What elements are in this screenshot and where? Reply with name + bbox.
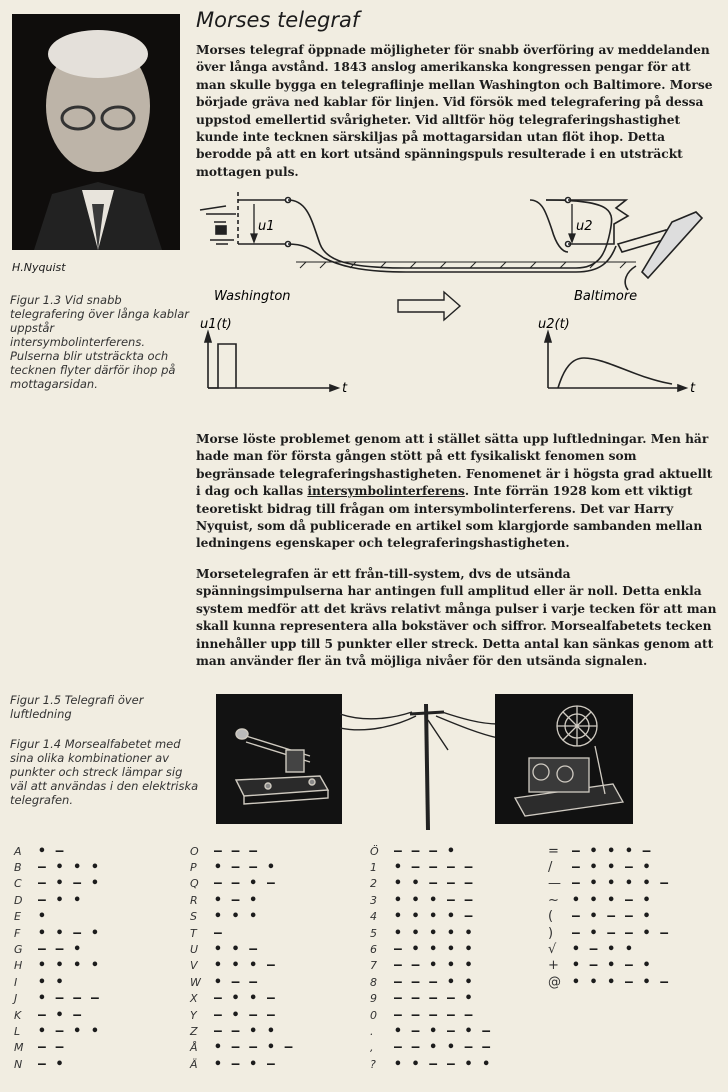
morse-code: — — • • — — [394,1040,492,1056]
morse-row [370,941,491,957]
u1-label: u1 [258,219,275,234]
figure-1-4-caption: Figur 1.4 Morsealfabetet med sina olika kombinationer av punkter och streck lämpar sig väl att användas i den elektriska telegrafen. [10,737,199,807]
morse-row [548,958,669,974]
morse-row [370,974,491,990]
morse-code: — • [38,1056,65,1072]
morse-character: Y [190,1008,197,1022]
telegraph-pole-illustration [340,694,498,830]
morse-row [14,1040,100,1056]
morse-code: — [214,925,223,941]
morse-row [14,859,100,875]
morse-code: • — — • — [214,1040,294,1056]
morse-code: • [38,909,47,925]
morse-character: 0 [370,1008,377,1022]
morse-code: • • • • • [394,925,474,941]
morse-row [14,909,100,925]
morse-row [190,1023,293,1039]
morse-code: — — • — [214,876,276,892]
morse-row [370,1023,491,1039]
morse-row [190,1040,293,1056]
morse-character: F [14,926,21,940]
morse-character: 2 [370,877,377,891]
morse-row [190,991,293,1007]
morse-code: • • • [214,909,259,925]
morse-code: • • • — • — [572,974,670,990]
morse-character: @ [548,974,561,990]
transmitter-key-icon [200,206,236,222]
morse-row [14,1056,100,1072]
morse-character: E [14,910,21,924]
morse-character: ? [370,1057,376,1071]
morse-character: U [190,943,199,957]
morse-code: — — — [214,843,259,859]
direction-arrow-icon [398,292,460,320]
morse-character: T [190,926,197,940]
morse-code: — — — • • [394,974,474,990]
morse-character: A [14,844,22,858]
morse-column-letters-2 [190,843,293,1072]
morse-character: J [14,992,18,1006]
morse-row [190,958,293,974]
morse-code: • — — — [38,991,100,1007]
paragraph-intersymbol-after: . Inte förrän 1928 kom ett viktigt teoretiskt bidrag till frågan om intersymbolinterferens. Det var Harry Nyquist, som då publicerade en artikel som klargjorde sambanden mellan ledningens egenskaper och telegraferingshastigheten. [196,484,703,551]
morse-code: • — [38,843,65,859]
morse-character: N [14,1057,23,1071]
morse-row [370,991,491,1007]
morse-row [14,1023,100,1039]
paragraph-intersymbol-before: Morse löste problemet genom att i stället sätta upp luftledningar. Men här hade man för första gången stött på ett fysikaliskt fenomen som begränsade telegraferingshastigheten. Fenomenet är i högsta grad aktuellt i dag och kallas [196,432,713,499]
morse-character: Q [190,877,199,891]
morse-row [370,876,491,892]
morse-row [370,909,491,925]
morse-code: • — • — [214,1056,276,1072]
morse-character: O [190,844,199,858]
morse-code: • • — — • • [394,1056,492,1072]
morse-character: W [190,975,201,989]
morse-column-letters-1 [14,843,100,1072]
morse-column-digits [370,843,491,1072]
morse-character: √ [548,942,557,958]
morse-character: K [14,1008,22,1022]
morse-character: ) [548,925,554,941]
u2-label: u2 [576,219,593,234]
morse-code: — • — — • — [572,925,670,941]
telegraph-pole [340,694,498,830]
morse-code: • — • — • [572,958,652,974]
morse-row [548,974,669,990]
morse-character: R [190,893,198,907]
morse-character: 1 [370,861,377,875]
morse-row [14,876,100,892]
baltimore-label: Baltimore [574,289,638,304]
morse-code: • — • [214,892,259,908]
morse-code: • • — — — [394,876,474,892]
morse-row [14,941,100,957]
morse-character: G [14,943,23,957]
washington-label: Washington [214,289,291,304]
morse-code: • — • — • — [394,1023,492,1039]
portrait-photo [12,14,180,250]
morse-character: X [190,992,198,1006]
morse-row [548,876,669,892]
morse-code: • • • • [38,958,100,974]
morse-character: B [14,861,22,875]
t-label-left: t [342,381,348,396]
morse-character: 4 [370,910,377,924]
morse-row [370,859,491,875]
morse-row [370,892,491,908]
t-label-right: t [690,381,696,396]
morse-code: • • — [214,942,259,958]
morse-code: — — • [38,942,83,958]
morse-row [548,909,669,925]
morse-row [190,909,293,925]
morse-row [190,892,293,908]
portrait-caption: H.Nyquist [12,261,66,274]
morse-code: — — — — — [394,1007,474,1023]
paragraph-intro: Morses telegraf öppnade möjligheter för snabb överföring av meddelanden över långa avstånd. 1843 anslog amerikanska kongressen pengar för att man skulle bygga en telegraflinje mellan Washington och Baltimore. Morse började gräva ned kablar för linjen. Vid försök med telegrafering på dessa uppstod emellertid svårigheter. Vid alltför hög telegraferingshastighet kunde inte tecknen särskiljas på mottagarsidan utan flöt ihop. Detta berodde på att en kort utsänd spänningspuls resulterade i en utsträckt mottagen puls. [196,43,713,179]
morse-row [14,843,100,859]
morse-character: ~ [548,892,559,908]
morse-row [548,859,669,875]
portrait-illustration [12,14,180,250]
morse-character: Ä [190,1057,198,1071]
morse-code: — — [38,1040,65,1056]
morse-character: 7 [370,959,377,973]
morse-row [14,1007,100,1023]
morse-code: — • • — [214,991,276,1007]
morse-character: / [548,860,553,876]
morse-code: • — — [214,974,259,990]
figure-1-3-caption: Figur 1.3 Vid snabb telegrafering över långa kablar uppstår intersymbolinterferens. Pulserna blir utsträckta och tecknen flyter därför ihop på mottagarsidan. [10,293,190,391]
morse-code: — — — • [394,843,456,859]
morse-code: • — • • [572,942,634,958]
morse-character: Ö [370,844,379,858]
morse-code: • — — • [214,860,276,876]
morse-row [14,892,100,908]
morse-row [370,925,491,941]
morse-row [370,958,491,974]
morse-character: Å [190,1041,198,1055]
telegraph-receiver-illustration [495,694,633,824]
morse-code: • • • • — [394,909,474,925]
cable-diagram [196,182,716,404]
morse-code: — • — • [38,876,100,892]
morse-code: — • • [38,892,83,908]
morse-character: 6 [370,943,377,957]
morse-character: . [370,1024,374,1038]
morse-character: ( [548,909,554,925]
morse-code: • — • • [38,1023,100,1039]
morse-character: S [190,910,197,924]
morse-column-symbols [548,843,669,991]
morse-code: — • — — [214,1007,276,1023]
morse-row [548,843,669,859]
morse-row [190,925,293,941]
morse-code: — • • • • — [572,876,670,892]
morse-character: 3 [370,893,377,907]
morse-code: • • — • [38,925,100,941]
morse-character: 9 [370,992,377,1006]
morse-character: + [548,958,559,974]
morse-code: — — — — • [394,991,474,1007]
morse-code: • — — — — [394,860,474,876]
u1t-label: u1(t) [200,317,232,332]
morse-row [14,974,100,990]
morse-character: I [14,975,18,989]
morse-code: — • • — • [572,860,652,876]
morse-row [14,958,100,974]
morse-row [370,843,491,859]
morse-character: D [14,893,23,907]
morse-code: • • • — • [572,892,652,908]
morse-row [14,925,100,941]
morse-code: — • — — • [572,909,652,925]
morse-character: L [14,1024,21,1038]
morse-character: = [548,843,559,859]
telegraph-receiver-photo [495,694,633,824]
morse-character: C [14,877,22,891]
u2t-label: u2(t) [538,317,570,332]
morse-character: M [14,1041,24,1055]
morse-character: — [548,876,561,892]
morse-row [370,1056,491,1072]
morse-row [548,941,669,957]
morse-row [548,892,669,908]
morse-row [190,843,293,859]
morse-character: P [190,861,197,875]
morse-code: • • [38,974,65,990]
morse-code: — • • • [38,860,100,876]
morse-code: — • • • — [572,843,652,859]
morse-row [190,974,293,990]
morse-code: — • • • • [394,942,474,958]
morse-row [548,925,669,941]
intersymbol-term: intersymbolinterferens [307,484,465,499]
morse-code: — • — [38,1007,83,1023]
morse-code: • • • — — [394,892,474,908]
morse-code: — — • • • [394,958,474,974]
telegraph-key-illustration [216,694,342,824]
paragraph-morse-system: Morsetelegrafen är ett från-till-system, dvs de utsända spänningsimpulserna har antingen full amplitud eller är noll. Detta enkla system medför att det krävs relativt många pulser i varje tecken för att man skall kunna representera alla bokstäver och siffror. Morsealfabetets tecken innehåller upp till 5 punkter eller streck. Detta antal kan sänkas genom att man använder fler än två möjliga nivåer för den utsända signalen. [196,567,717,669]
morse-character: Z [190,1024,198,1038]
morse-row [190,941,293,957]
morse-code: — — • • [214,1023,276,1039]
section-title: Morses telegraf [196,8,360,32]
morse-row [370,1007,491,1023]
morse-row [370,1040,491,1056]
morse-character: V [190,959,198,973]
morse-character: , [370,1041,374,1055]
morse-row [14,991,100,1007]
morse-character: 5 [370,926,377,940]
morse-row [190,876,293,892]
telegraph-key-photo [216,694,342,824]
morse-row [190,859,293,875]
figure-1-5-caption: Figur 1.5 Telegrafi över luftledning [10,693,144,721]
cable-diagram-svg [196,182,716,404]
morse-code: • • • — [214,958,276,974]
morse-character: H [14,959,23,973]
paragraph-intersymbol [196,431,718,553]
morse-row [190,1007,293,1023]
morse-row [190,1056,293,1072]
morse-character: 8 [370,975,377,989]
